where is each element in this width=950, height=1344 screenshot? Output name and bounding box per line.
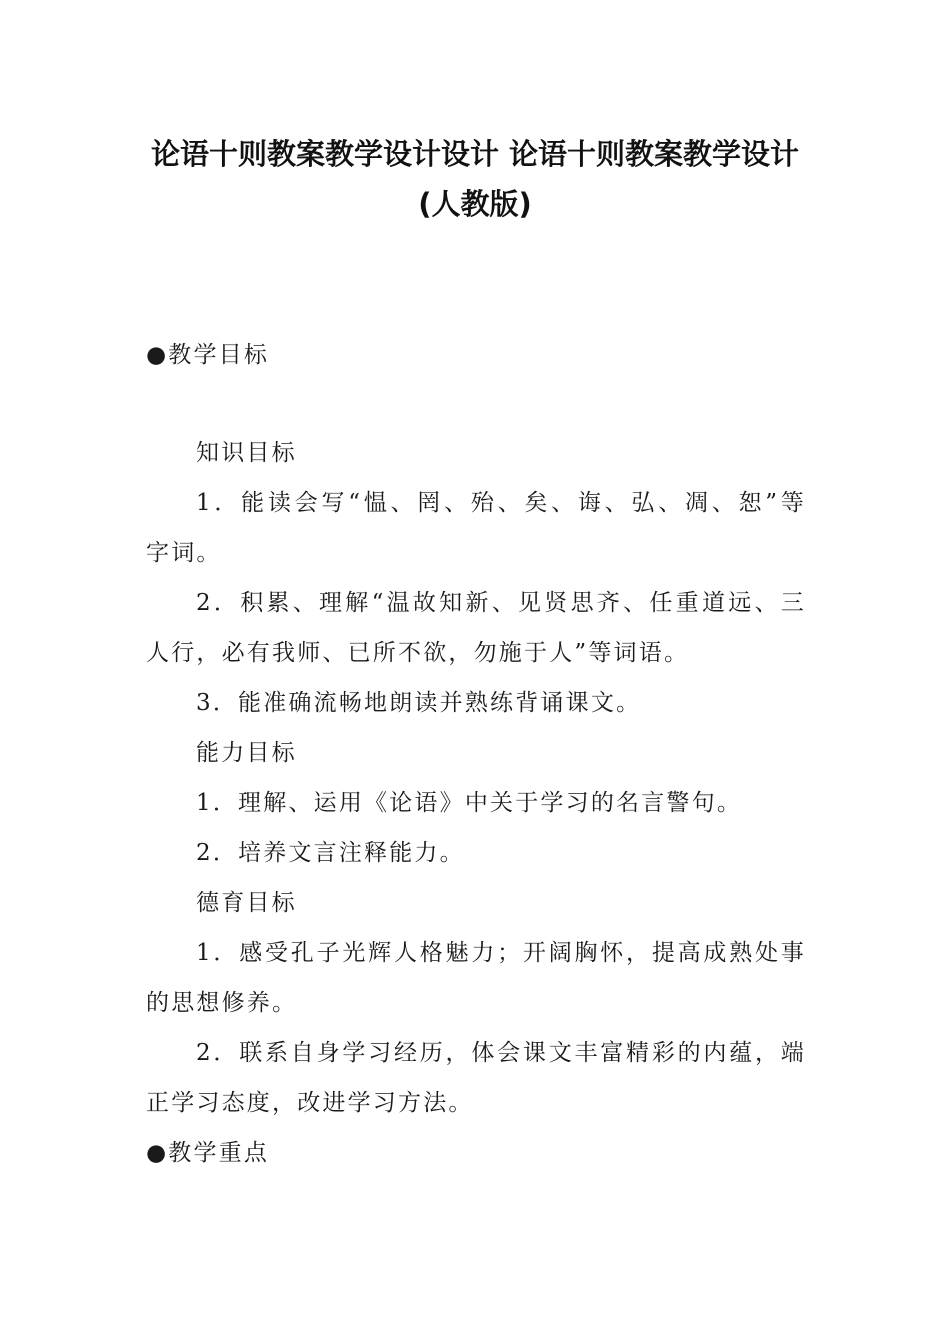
knowledge-item-1-line-1: 1．能读会写“愠、罔、殆、矣、诲、弘、凋、恕”等 (196, 490, 806, 516)
section-heading-teaching-goals: ●教学目标 (146, 342, 270, 368)
subheading-moral-goals: 德育目标 (196, 890, 297, 916)
ability-item-1: 1．理解、运用《论语》中关于学习的名言警句。 (196, 790, 743, 816)
knowledge-item-1-line-2: 字词。 (146, 540, 222, 566)
moral-item-1-line-2: 的思想修养。 (146, 990, 298, 1016)
document-title-line-2: (人教版) (418, 187, 532, 221)
ability-item-2: 2．培养文言注释能力。 (196, 840, 465, 866)
knowledge-item-2-line-1: 2．积累、理解“温故知新、见贤思齐、任重道远、三 (196, 590, 806, 616)
section-heading-teaching-focus: ●教学重点 (146, 1140, 270, 1166)
knowledge-item-3: 3．能准确流畅地朗读并熟练背诵课文。 (196, 690, 642, 716)
subheading-knowledge-goals: 知识目标 (196, 440, 297, 466)
moral-item-1-line-1: 1．感受孔子光辉人格魅力；开阔胸怀，提高成熟处事 (196, 940, 806, 966)
document-title-line-1: 论语十则教案教学设计设计 论语十则教案教学设计 (150, 137, 800, 171)
knowledge-item-2-line-2: 人行，必有我师、已所不欲，勿施于人”等词语。 (146, 640, 690, 666)
moral-item-2-line-2: 正学习态度，改进学习方法。 (146, 1090, 474, 1116)
subheading-ability-goals: 能力目标 (196, 740, 297, 766)
moral-item-2-line-1: 2．联系自身学习经历，体会课文丰富精彩的内蕴，端 (196, 1040, 806, 1066)
